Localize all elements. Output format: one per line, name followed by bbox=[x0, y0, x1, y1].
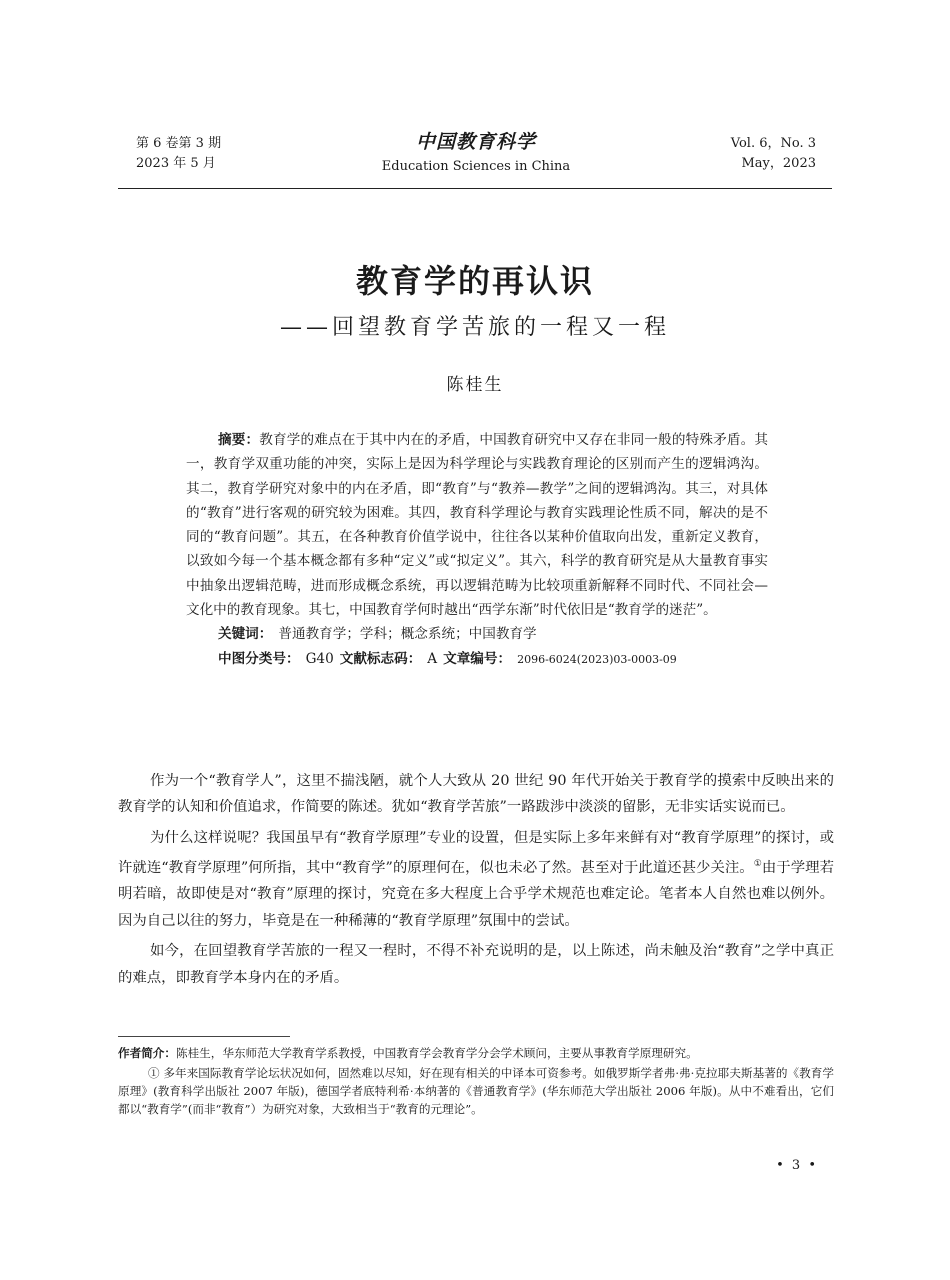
date-cn: 2023 年 5 月 bbox=[136, 156, 216, 171]
header-rule bbox=[118, 188, 832, 189]
article-no-value: 2096-6024(2023)03-0003-09 bbox=[517, 652, 677, 666]
running-header bbox=[136, 131, 816, 180]
journal-name-en: Education Sciences in China bbox=[381, 159, 571, 174]
body-paragraph-2a: 为什么这样说呢？我国虽早有“教育学原理”专业的设置，但是实际上多年来鲜有对“教育学原理”的探讨，或许就连“教育学原理”何所指，其中“教育学”的原理何在，似也未必了然。甚至对于此道还甚少关注。 bbox=[118, 829, 834, 877]
doc-code-value: A bbox=[427, 650, 438, 667]
author-bio-label: 作者简介： bbox=[118, 1046, 176, 1060]
article-author: 陈桂生 bbox=[446, 375, 504, 395]
abstract-block bbox=[186, 428, 768, 672]
doc-code-label: 文献标志码： bbox=[339, 650, 422, 667]
classification-line bbox=[186, 647, 768, 672]
author-bio bbox=[118, 1044, 834, 1062]
footnote-1-mark: ① bbox=[148, 1066, 160, 1080]
footnote-1 bbox=[118, 1064, 834, 1118]
footnote-rule bbox=[118, 1036, 290, 1037]
journal-logo: 中国教育科学 bbox=[415, 131, 536, 153]
clc-label: 中图分类号： bbox=[218, 650, 300, 667]
date-en: May，2023 bbox=[741, 156, 816, 171]
abstract-label: 摘要： bbox=[218, 432, 260, 448]
body-paragraph-2b: 由于学理若明若暗，故即使是对“教育”原理的探讨，究竟在多大程度上合乎学术规范也难定论。笔者本人自然也难以例外。因为自己以往的努力，毕竟是在一种稀薄的“教育学原理”氛围中的尝试。 bbox=[118, 860, 834, 929]
body-paragraph-2 bbox=[118, 825, 834, 934]
footnotes bbox=[118, 1044, 834, 1120]
author-bio-text: 陈桂生，华东师范大学教育学系教授，中国教育学会教育学分会学术顾问，主要从事教育学原理研究。 bbox=[175, 1046, 698, 1060]
header-right bbox=[731, 134, 816, 174]
abstract-paragraph bbox=[186, 428, 768, 622]
page-number: • 3 • bbox=[776, 1158, 818, 1173]
article-no-label: 文章编号： bbox=[443, 650, 512, 667]
volume-issue-cn: 第 6 卷第 3 期 bbox=[136, 136, 222, 151]
footnote-ref-1[interactable]: ① bbox=[753, 859, 762, 870]
volume-issue-en: Vol. 6，No. 3 bbox=[730, 136, 816, 151]
body-paragraph-3: 如今，在回望教育学苦旅的一程又一程时，不得不补充说明的是，以上陈述，尚未触及治“教育”之学中真正的难点，即教育学本身内在的矛盾。 bbox=[118, 943, 834, 986]
keywords-label: 关键词： bbox=[218, 626, 273, 643]
header-center bbox=[136, 130, 816, 177]
keywords-line bbox=[186, 622, 768, 646]
clc-value: G40 bbox=[305, 650, 334, 667]
body-paragraph-1: 作为一个“教育学人”，这里不揣浅陋，就个人大致从 20 世纪 90 年代开始关于教育学的摸索中反映出来的教育学的认知和价值追求，作简要的陈述。犹如“教育学苦旅”一路跋涉中淡淡的留影，无非实话实说而已。 bbox=[118, 773, 834, 816]
abstract-text: 教育学的难点在于其中内在的矛盾，中国教育研究中又存在非同一般的特殊矛盾。其一，教育学双重功能的冲突，实际上是因为科学理论与实践教育理论的区别而产生的逻辑鸿沟。其二，教育学研究对象中的内在矛盾，即“教育”与“教养—教学”之间的逻辑鸿沟。其三，对具体的“教育”进行客观的研究较为困难。其四，教育科学理论与教育实践理论性质不同，解决的是不同的“教育问题”。其五，在各种教育价值学说中，往往各以某种价值取向出发，重新定义教育，以致如今每一个基本概念都有多种“定义”或“拟定义”。其六，科学的教育研究是从大量教育事实中抽象出逻辑范畴，进而形成概念系统，再以逻辑范畴为比较项重新解释不同时代、不同社会—文化中的教育现象。其七，中国教育学何时越出“西学东渐”时代依旧是“教育学的迷茫”。 bbox=[186, 432, 769, 619]
footnote-1-text: 多年来国际教育学论坛状况如何，固然难以尽知，好在现有相关的中译本可资参考。如俄罗斯学者弗·弗·克拉耶夫斯基著的《教育学原理》(教育科学出版社 2007 年版)，德国学者底特利希·本纳著的《普通教育学》(华东师范大学出版社 2006 年版)。从中不难看出，它们都以“教育学”(而非“教育”）为研究对象，大致相当于“教育的元理论”。 bbox=[118, 1066, 834, 1116]
article-body bbox=[118, 768, 834, 995]
article-title: 教育学的再认识 bbox=[355, 262, 594, 300]
keywords-text: 普通教育学；学科；概念系统；中国教育学 bbox=[278, 626, 537, 643]
article-subtitle: ——回望教育学苦旅的一程又一程 bbox=[279, 315, 670, 340]
